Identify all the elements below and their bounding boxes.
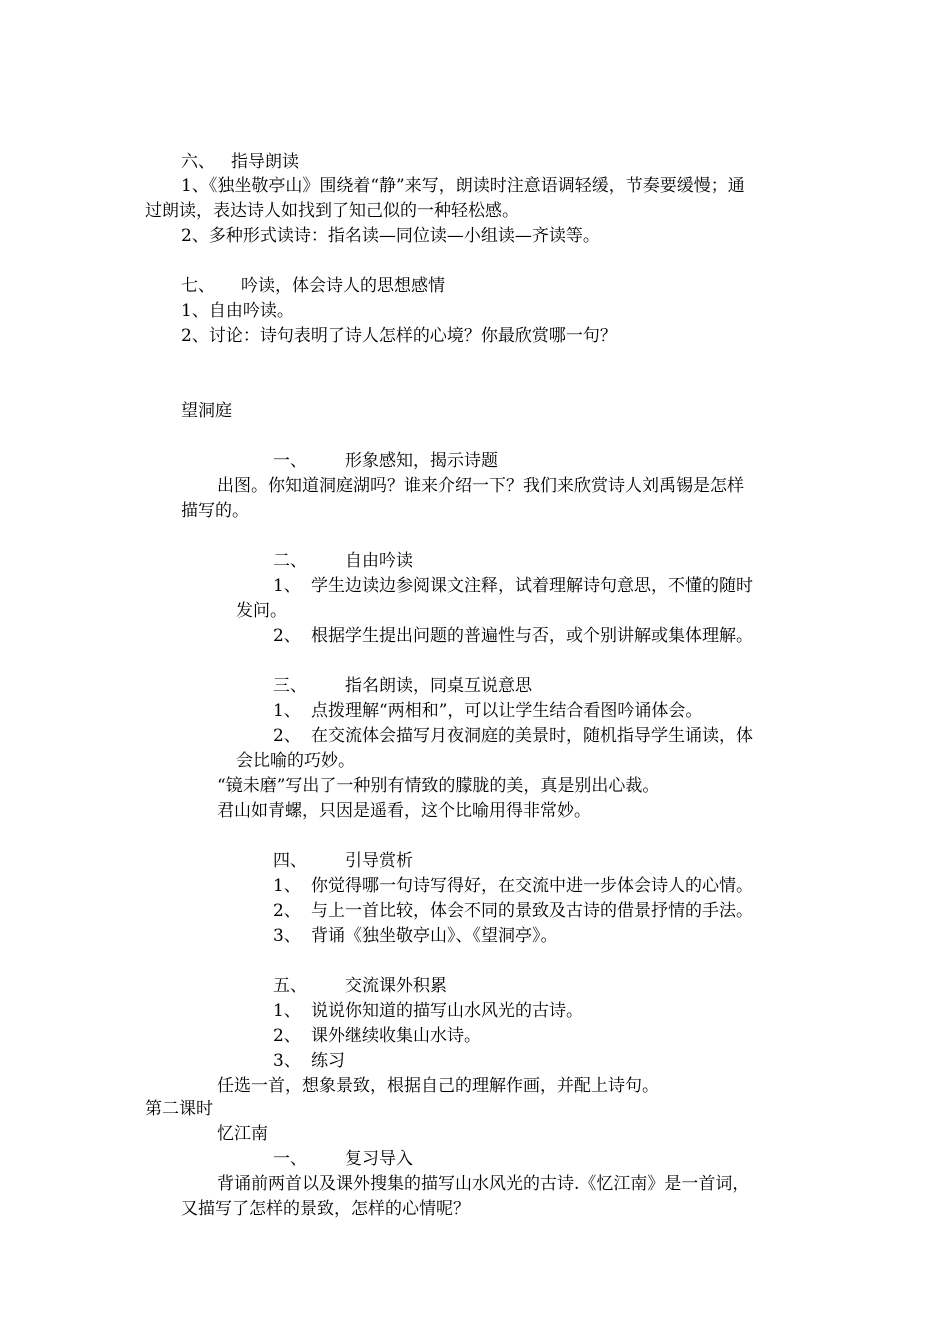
poem2-s2-item1-number: 1、 — [273, 576, 301, 596]
poem2-s1-paragraph-line2: 描写的。 — [181, 501, 249, 521]
poem2-s2-number: 二、 — [273, 551, 307, 571]
section7-item2: 2、讨论：诗句表明了诗人怎样的心境？你最欣赏哪一句？ — [181, 326, 617, 346]
poem2-s5-item1-text: 说说你知道的描写山水风光的古诗。 — [311, 1001, 583, 1021]
section6-item2: 2、多种形式读诗：指名读—同位读—小组读—齐读等。 — [181, 226, 600, 246]
poem2-s5-item3-text: 练习 — [311, 1051, 345, 1071]
poem2-s5-number: 五、 — [273, 976, 307, 996]
poem2-s2-text: 自由吟读 — [345, 551, 413, 571]
poem2-s3-note2: 君山如青螺，只因是遥看，这个比喻用得非常妙。 — [217, 801, 591, 821]
poem2-s4-number: 四、 — [273, 851, 307, 871]
poem2-s3-number: 三、 — [273, 676, 307, 696]
poem2-s1-text: 形象感知，揭示诗题 — [345, 451, 498, 471]
poem2-s4-text: 引导赏析 — [345, 851, 413, 871]
poem2-s5-item1-number: 1、 — [273, 1001, 301, 1021]
poem2-s5-item1 — [273, 1000, 583, 1022]
poem2-s5-text: 交流课外积累 — [345, 976, 447, 996]
poem2-s4-item1 — [273, 875, 753, 897]
poem2-s1-heading — [273, 450, 498, 472]
poem2-s3-note1: “镜未磨”写出了一种别有情致的朦胧的美，真是别出心裁。 — [217, 776, 660, 796]
section6-heading-text: 指导朗读 — [231, 152, 299, 172]
poem2-s5-item2 — [273, 1025, 481, 1047]
section7-heading-text: 吟读，体会诗人的思想感情 — [241, 276, 445, 296]
poem2-s3-item1 — [273, 700, 702, 722]
poem2-s2-heading — [273, 550, 413, 572]
lesson2-title: 忆江南 — [217, 1124, 268, 1144]
poem2-s5-paragraph: 任选一首，想象景致，根据自己的理解作画，并配上诗句。 — [217, 1076, 659, 1096]
poem2-s4-item2 — [273, 900, 753, 922]
poem2-s4-item1-text: 你觉得哪一句诗写得好，在交流中进一步体会诗人的心情。 — [311, 876, 753, 896]
lesson2-paragraph-line2: 又描写了怎样的景致，怎样的心情呢？ — [181, 1199, 470, 1219]
poem2-s1-paragraph-line1: 出图。你知道洞庭湖吗？谁来介绍一下？我们来欣赏诗人刘禹锡是怎样 — [217, 476, 744, 496]
poem2-s2-item1-text: 学生边读边参阅课文注释，试着理解诗句意思，不懂的随时 — [311, 576, 753, 596]
poem2-s3-item2-line1 — [273, 725, 753, 747]
poem2-s2-item2-text: 根据学生提出问题的普遍性与否，或个别讲解或集体理解。 — [311, 626, 753, 646]
section6-heading-number: 六、 — [181, 152, 215, 172]
lesson2-paragraph-line1: 背诵前两首以及课外搜集的描写山水风光的古诗.《忆江南》是一首词， — [217, 1174, 750, 1194]
poem2-s4-heading — [273, 850, 413, 872]
poem2-s4-item2-text: 与上一首比较，体会不同的景致及古诗的借景抒情的手法。 — [311, 901, 753, 921]
section7-heading — [181, 275, 445, 297]
poem2-s3-item2-line2: 会比喻的巧妙。 — [236, 751, 355, 771]
poem2-s4-item2-number: 2、 — [273, 901, 301, 921]
poem2-s4-item3-text: 背诵《独坐敬亭山》、《望洞亭》。 — [311, 926, 558, 946]
poem2-s3-item2-number: 2、 — [273, 726, 301, 746]
section6-item1-line2: 过朗读，表达诗人如找到了知己似的一种轻松感。 — [145, 201, 519, 221]
poem2-s5-item3 — [273, 1050, 345, 1072]
poem2-s5-item2-number: 2、 — [273, 1026, 301, 1046]
poem2-s5-heading — [273, 975, 447, 997]
section7-heading-number: 七、 — [181, 276, 215, 296]
poem2-s3-item2-text: 在交流体会描写月夜洞庭的美景时，随机指导学生诵读，体 — [311, 726, 753, 746]
poem2-s4-item1-number: 1、 — [273, 876, 301, 896]
poem2-s2-item2-number: 2、 — [273, 626, 301, 646]
poem2-s3-item1-text: 点拨理解“两相和”，可以让学生结合看图吟诵体会。 — [311, 701, 703, 721]
section6-heading — [181, 151, 299, 173]
section7-item1: 1、自由吟读。 — [181, 301, 294, 321]
poem2-s3-item1-number: 1、 — [273, 701, 301, 721]
poem2-title: 望洞庭 — [181, 401, 232, 421]
poem2-s2-item2 — [273, 625, 753, 647]
section6-item1-line1: 1、《独坐敬亭山》围绕着“静”来写，朗读时注意语调轻缓，节奏要缓慢；通 — [181, 176, 745, 196]
poem2-s3-text: 指名朗读，同桌互说意思 — [345, 676, 532, 696]
lesson2-s1-heading — [273, 1148, 413, 1170]
poem2-s2-item1-line1 — [273, 575, 753, 597]
poem2-s1-number: 一、 — [273, 451, 307, 471]
lesson2-s1-text: 复习导入 — [345, 1149, 413, 1169]
poem2-s5-item2-text: 课外继续收集山水诗。 — [311, 1026, 481, 1046]
lesson2-s1-number: 一、 — [273, 1149, 307, 1169]
poem2-s2-item1-line2: 发问。 — [236, 601, 287, 621]
poem2-s4-item3-number: 3、 — [273, 926, 301, 946]
poem2-s5-item3-number: 3、 — [273, 1051, 301, 1071]
poem2-s3-heading — [273, 675, 532, 697]
lesson2-label: 第二课时 — [145, 1099, 213, 1119]
poem2-s4-item3 — [273, 925, 558, 947]
